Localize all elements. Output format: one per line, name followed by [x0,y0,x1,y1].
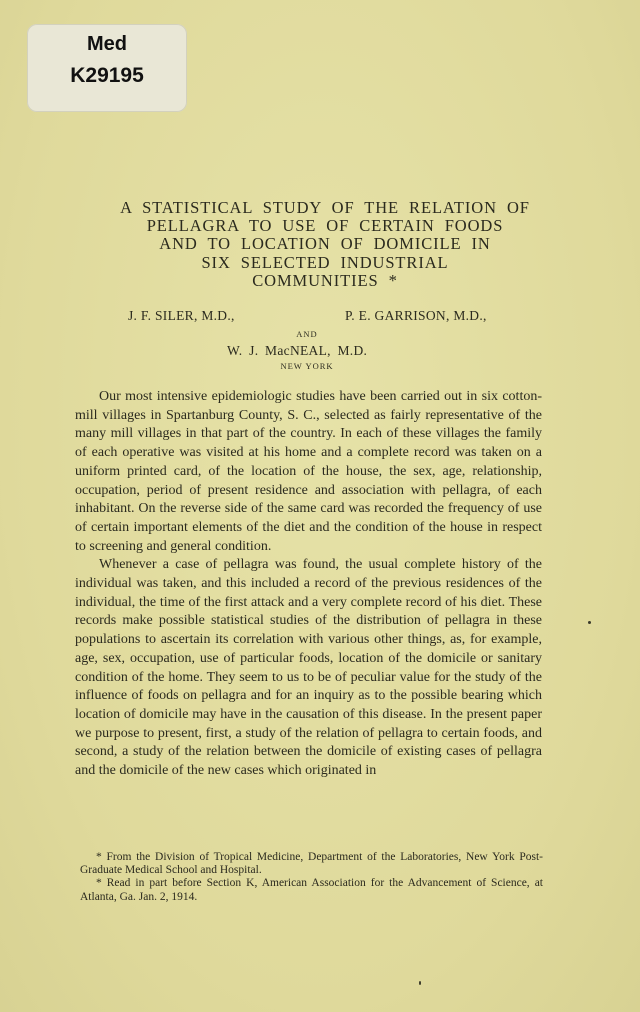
body-paragraph: Our most intensive epidemiologic studies have been carried out in six cotton-mill villages in Spartanburg County, S. C., selected as fairly representative of the many mill villages in that part of the country. In each of these villages the family of each operative was visited at his home and a complete record was taken on a uniform printed card, of the location of the house, the sex, age, relationship, occupation, period of present residence and association with pellagra, of each inhabitant. On the reverse side of the same card was recorded the frequency of use of certain important elements of the diet and the condition of the house in respect to screening and general condition. [75,389,542,554]
article-title [60,199,590,290]
author-macneal: W. J. MacNEAL, M.D. [227,343,368,358]
body-paragraph: Whenever a case of pellagra was found, the usual complete history of the individual was taken, and this included a record of the previous residences of the individual, the time of the first attack and a very complete record of his diet. These records make possible statistical studies of the distribution of pellagra in these populations to ascertain its correlation with various other things, as, for example, age, sex, occupation, use of particular foods, location of the domicile or sanitary condition of the home. They seem to us to be of peculiar value for the study of the influence of foods on pellagra and for an inquiry as to the possible bearing which location of domicile may have in the causation of this disease. In the present paper we purpose to present, first, a study of the relation of pellagra to certain foods, and second, a study of the relation between the domicile of existing cases of pellagra and the domicile of the new cases which originated in [75,557,542,779]
footnote: * Read in part before Section K, American Association for the Advancement of Science, at Atlanta, Ga. Jan. 2, 1914. [80,877,543,903]
title-line: AND TO LOCATION OF DOMICILE IN [159,234,491,254]
label-line-1: Med [87,33,127,55]
article-body [75,388,542,781]
paper-speck [419,981,421,985]
title-line: A STATISTICAL STUDY OF THE RELATION OF [120,198,530,217]
title-line: SIX SELECTED INDUSTRIAL [201,252,449,272]
title-line: PELLAGRA TO USE OF CERTAIN FOODS [146,216,504,236]
footnote: * From the Division of Tropical Medicine, Department of the Laboratories, New York Post-Graduate Medical School and Hospital. [80,851,543,877]
footnotes [80,851,543,904]
author-siler: J. F. SILER, M.D., [128,308,235,323]
author-garrison: P. E. GARRISON, M.D., [345,308,487,323]
library-call-number-label [27,24,187,112]
author-location: NEW YORK [280,361,334,371]
label-line-2: K29195 [70,64,144,87]
paper-speck [588,621,591,624]
title-line: COMMUNITIES * [252,270,398,290]
author-conjunction: AND [296,329,318,339]
